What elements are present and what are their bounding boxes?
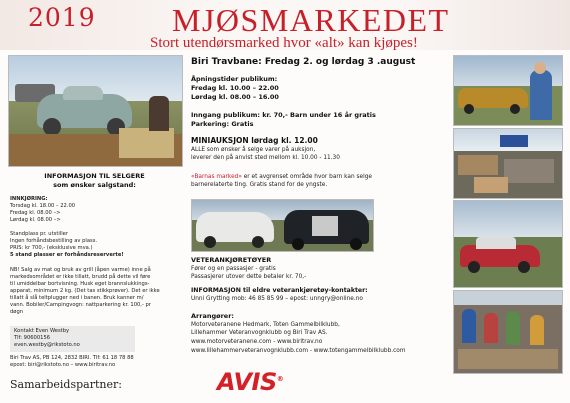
organizers-line2: Lillehammer Veteranvognklubb og Biri Trav AS. bbox=[191, 330, 328, 336]
innkjoring-heading: INNKJØRING: bbox=[10, 196, 48, 202]
mini-auction-heading: MINIAUKSJON lørdag kl. 12.00 bbox=[191, 136, 318, 145]
registered-mark: ® bbox=[276, 375, 284, 383]
veteran-line1: Fører og en passasjer - gratis bbox=[191, 266, 276, 272]
photo-crowd bbox=[453, 290, 563, 374]
stand-line2: Ingen forhåndsbestilling av plass. bbox=[10, 238, 98, 244]
innkjoring-row: Lørdag kl. 08.00 –> bbox=[10, 217, 61, 223]
mini-auction-line2: leverer den på anvist sted mellom kl. 10.00 - 11.30 bbox=[191, 155, 340, 161]
veteran-contact-heading: INFORMASJON til eldre veterankjøretøy-kontakter: bbox=[191, 287, 368, 294]
photo-classic-cars bbox=[191, 199, 374, 252]
contact-line1: Kontakt Even Westby bbox=[14, 328, 70, 334]
avis-logo bbox=[217, 368, 283, 396]
innkjoring-row: Fredag kl. 08.00 –> bbox=[10, 210, 61, 216]
organizers-site2: www.lillehammerveteranvognklubb.com - www.totengammelbilklubb.com bbox=[191, 348, 406, 354]
organizers-line1: Motorveteranene Hedmark, Toten Gammelbilklubb, bbox=[191, 322, 340, 328]
photo-vintage-car bbox=[8, 55, 183, 167]
nb-line: døgn bbox=[10, 309, 24, 315]
stand-line3: PRIS: kr 700,- (eksklusive mva.) bbox=[10, 245, 93, 251]
sellers-heading: INFORMASJON TIL SELGERE bbox=[44, 172, 145, 180]
poster-title: MJØSMARKEDET bbox=[172, 2, 450, 38]
organizers-site1: www.motorveteranene.com - www.biritrav.no bbox=[191, 339, 323, 345]
organizers-heading: Arrangører: bbox=[191, 312, 234, 320]
photo-red-car bbox=[453, 200, 563, 288]
nb-line: apparat, minimum 2 kg. (Det tas stikkprøver). Det er ikke bbox=[10, 288, 160, 294]
veteran-heading: VETERANKJØRETØYER bbox=[191, 256, 272, 264]
stand-line4: 5 stand plasser er forhåndsreserverte! bbox=[10, 252, 124, 258]
nb-line: til umiddelbar bortvisning. Husk eget brannslukkings- bbox=[10, 281, 150, 287]
kids-market-line1 bbox=[191, 174, 372, 181]
opening-friday: Fredag kl. 10.00 – 22.00 bbox=[191, 84, 279, 92]
nb-line: markedsområdet er ikke tillatt, brudd på dette vil føre bbox=[10, 274, 151, 280]
sellers-subheading: som ønsker salgstand: bbox=[53, 181, 136, 189]
kids-market-line1-rest: er et avgrenset område hvor barn kan selge bbox=[241, 174, 372, 180]
contact-line2: Tlf: 90600156 bbox=[14, 335, 51, 341]
biri-email: epost: biri@rikstoto.no – www.biritrav.no bbox=[10, 362, 116, 368]
veteran-contact-line: Unni Grytting mob: 46 85 85 99 – epost: unngry@online.no bbox=[191, 296, 363, 302]
photo-market-stalls bbox=[453, 128, 563, 199]
nb-line: vann. Bobiler/Campingvogn: nattparkering kr. 100,- pr bbox=[10, 302, 151, 308]
year: 2019 bbox=[28, 3, 96, 32]
event-location: Biri Travbane: Fredag 2. og lørdag 3 .august bbox=[191, 57, 416, 67]
opening-saturday: Lørdag kl. 08.00 – 16.00 bbox=[191, 93, 279, 101]
veteran-line2: Passasjerer utover dette betaler kr. 70,- bbox=[191, 274, 307, 280]
stand-line1: Standplass pr. utstiller bbox=[10, 231, 69, 237]
biri-address: Biri Trav AS, PB 124, 2832 BIRI. Tlf: 61 18 78 88 bbox=[10, 355, 134, 361]
kids-market-highlight: «Barnas marked» bbox=[191, 174, 242, 180]
entry-price: Inngang publikum: kr. 70,- Barn under 16 år gratis bbox=[191, 111, 376, 119]
sponsor-label: Samarbeidspartner: bbox=[10, 378, 122, 391]
nb-line: tillatt å slå teltplugger ned i banen. Bruk kanner m/ bbox=[10, 295, 144, 301]
contact-line3: even.westby@rikstoto.no bbox=[14, 342, 80, 348]
mini-auction-line1: ALLE som ønsker å selge varer på auksjon, bbox=[191, 147, 316, 153]
opening-heading: Åpningstider publikum: bbox=[191, 75, 278, 83]
innkjoring-row: Torsdag kl. 18.00 – 22.00 bbox=[10, 203, 76, 209]
parking: Parkering: Gratis bbox=[191, 120, 254, 128]
avis-logo-text: AVIS bbox=[217, 368, 277, 396]
poster-subtitle: Stort utendørsmarked hvor «alt» kan kjøpes! bbox=[150, 35, 418, 51]
kids-market-line2: barnerelaterte ting. Gratis stand for de yngste. bbox=[191, 182, 328, 188]
photo-man-with-car bbox=[453, 55, 563, 126]
nb-line: NB! Salg av mat og bruk av grill (åpen varme) inne på bbox=[10, 267, 151, 273]
